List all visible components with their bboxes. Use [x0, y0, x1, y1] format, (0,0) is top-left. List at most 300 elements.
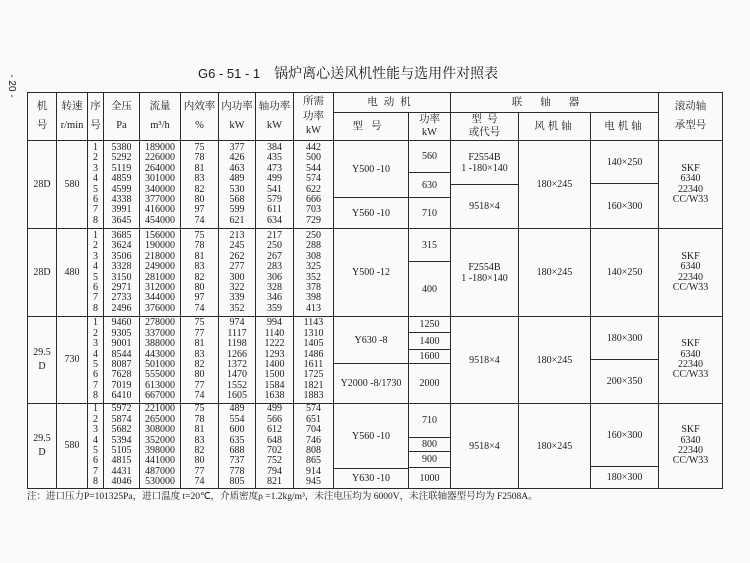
- header-line: Pa: [116, 120, 127, 132]
- bearing-box: [659, 229, 722, 316]
- bearing-value: CC/W33: [672, 193, 709, 205]
- header-line: 全压: [111, 100, 132, 112]
- internal-power-value: 621: [229, 214, 245, 226]
- flow-value: 501000: [145, 359, 175, 370]
- internal-power-value: 489: [229, 403, 245, 415]
- header-line: 轴功率: [258, 100, 291, 112]
- required-power-value: 1883: [303, 390, 324, 402]
- internal-efficiency-box: [181, 141, 218, 228]
- internal-efficiency-value: 74: [194, 214, 205, 226]
- motor-model-value: Y560 -10: [351, 430, 391, 442]
- header-serial: [88, 93, 104, 141]
- motor-shaft-subcell: [591, 466, 658, 488]
- title-model: G6 - 51 - 1: [198, 66, 261, 81]
- shaft-power-value: 794: [267, 465, 282, 477]
- header-motor: [334, 93, 451, 113]
- motor-power-value: 800: [422, 439, 437, 450]
- serial-value: 6: [93, 455, 98, 467]
- bearing-value: 6340: [680, 348, 701, 360]
- machine-no-cell: [28, 141, 57, 229]
- flow-value: 416000: [145, 204, 175, 216]
- serial-box: [88, 317, 103, 403]
- coupling-model-subcell: [451, 229, 518, 316]
- total-pressure-value: 8087: [111, 359, 132, 370]
- motor-model-value: Y560 -10: [351, 207, 391, 219]
- header-required-power: [294, 93, 334, 141]
- motor-shaft-subcell: [591, 359, 658, 403]
- required-power-value: 746: [306, 434, 321, 446]
- motor-shaft-subcell: [591, 404, 658, 466]
- header-flow: [140, 93, 181, 141]
- internal-efficiency-value: 83: [194, 434, 205, 446]
- coupling-model-subcell: [451, 317, 518, 403]
- speed-value: 580: [64, 440, 80, 451]
- internal-power-value: 554: [229, 413, 245, 425]
- serial-value: 3: [93, 250, 98, 262]
- header-line: 号: [36, 120, 48, 132]
- bearing-cell: [659, 404, 723, 489]
- serial-value: 2: [93, 413, 98, 425]
- motor-power-subcell: [409, 141, 450, 172]
- total-pressure-value: 3624: [111, 240, 132, 252]
- header-internal-efficiency: [181, 93, 219, 141]
- header-line: kW: [421, 127, 438, 138]
- serial-value: 2: [93, 240, 98, 252]
- motor-power-value: 630: [422, 179, 437, 191]
- internal-power-value: 805: [229, 476, 245, 488]
- internal-efficiency-value: 80: [194, 455, 205, 467]
- coupling-model-box: [451, 317, 518, 403]
- header-line: 承型号: [674, 120, 707, 132]
- internal-efficiency-value: 82: [194, 271, 205, 283]
- machine-no: D: [38, 361, 46, 372]
- required-power-value: 729: [306, 214, 321, 226]
- motor-power-subcell: [409, 229, 450, 261]
- header-line: 转速: [61, 100, 83, 112]
- performance-table: [27, 92, 723, 489]
- motor-shaft-value: 160×300: [606, 429, 643, 441]
- motor-shaft-box: [591, 229, 658, 316]
- serial-box: [88, 404, 103, 488]
- serial-value: 4: [93, 434, 98, 446]
- bearing-value: 22340: [678, 359, 704, 370]
- internal-efficiency-value: 74: [194, 476, 205, 488]
- flow-value: 308000: [145, 424, 175, 436]
- header-line: m³/h: [150, 120, 170, 132]
- header-line: 内功率: [221, 100, 253, 112]
- flow-value: 249000: [145, 261, 175, 273]
- total-pressure-value: 3991: [111, 204, 132, 216]
- serial-value: 8: [93, 390, 98, 402]
- machine-no: 28D: [33, 178, 51, 190]
- internal-power-value: 213: [229, 229, 245, 241]
- speed-cell: [57, 141, 88, 229]
- header-motor-power: [409, 113, 451, 141]
- coupling-model-value: 9518×4: [469, 354, 500, 366]
- fan-shaft-box: [519, 317, 590, 403]
- serial-value: 6: [93, 193, 98, 205]
- motor-model-box: [334, 404, 408, 488]
- internal-power-value: 688: [229, 445, 245, 456]
- motor-power-box: [409, 141, 450, 228]
- motor-power-subcell: [409, 261, 450, 316]
- flow-value: 312000: [145, 281, 175, 293]
- motor-model-cell: [334, 229, 409, 317]
- internal-power-value: 1605: [227, 390, 247, 402]
- motor-shaft-value: 160×300: [606, 200, 643, 212]
- total-pressure-value: 3506: [111, 250, 132, 262]
- bearing-box: [659, 317, 722, 403]
- shaft-power-cell: [256, 404, 294, 489]
- bearing-value: SKF: [681, 162, 700, 174]
- total-pressure-value: 4815: [111, 455, 132, 467]
- flow-value: 398000: [145, 445, 175, 456]
- motor-shaft-value: 200×350: [606, 376, 643, 387]
- shaft-power-value: 1400: [264, 359, 285, 370]
- header-machine-no: [28, 93, 57, 141]
- table-body: [28, 141, 723, 489]
- required-power-value: 500: [306, 152, 321, 164]
- total-pressure-value: 6410: [111, 390, 132, 402]
- internal-power-value: 322: [229, 281, 245, 293]
- speed-value: 730: [64, 354, 80, 365]
- required-power-cell: [294, 317, 334, 404]
- coupling-model-value: F2554B: [468, 261, 501, 273]
- header-coupling-model: [451, 113, 519, 141]
- flow-value: 377000: [145, 193, 175, 205]
- required-power-box: [294, 141, 333, 228]
- coupling-model-cell: [451, 404, 519, 489]
- flow-value: 264000: [145, 162, 175, 174]
- internal-power-box: [219, 141, 255, 228]
- internal-efficiency-value: 74: [194, 302, 205, 314]
- header-line: 机: [36, 100, 48, 112]
- shaft-power-value: 1222: [264, 338, 285, 350]
- shaft-power-value: 384: [267, 141, 282, 153]
- header-line: 型 号: [471, 114, 498, 125]
- machine-no-cell: [28, 229, 57, 317]
- total-pressure-value: 5292: [111, 152, 132, 164]
- total-pressure-cell: [104, 141, 140, 229]
- motor-power-subcell: [409, 197, 450, 228]
- table-group-row: [28, 229, 723, 317]
- header-line: 风机轴: [534, 120, 575, 132]
- serial-value: 5: [93, 183, 98, 195]
- internal-power-value: 635: [229, 434, 245, 446]
- serial-value: 7: [93, 379, 98, 391]
- motor-model-subcell: [334, 229, 408, 316]
- internal-power-value: 1372: [227, 359, 247, 370]
- coupling-model-box: [451, 229, 518, 316]
- page-title: [198, 64, 538, 84]
- bearing-box: [659, 404, 722, 488]
- total-pressure-value: 3150: [111, 271, 132, 283]
- total-pressure-value: 2733: [111, 292, 132, 304]
- required-power-value: 413: [306, 302, 321, 314]
- shaft-power-value: 267: [267, 250, 282, 262]
- machine-no: D: [38, 447, 46, 458]
- internal-efficiency-value: 82: [194, 183, 205, 195]
- internal-power-value: 277: [229, 261, 245, 273]
- internal-efficiency-value: 75: [194, 403, 205, 415]
- serial-value: 6: [93, 281, 98, 293]
- machine-no-box: [28, 317, 56, 403]
- motor-shaft-cell: [591, 404, 659, 489]
- required-power-value: 250: [306, 229, 321, 241]
- internal-efficiency-value: 75: [194, 141, 205, 153]
- serial-cell: [88, 317, 104, 404]
- motor-model-cell: [334, 317, 409, 404]
- motor-power-value: 560: [422, 151, 437, 162]
- total-pressure-value: 4431: [111, 465, 132, 477]
- required-power-cell: [294, 404, 334, 489]
- coupling-model-cell: [451, 229, 519, 317]
- machine-no-cell: [28, 317, 57, 404]
- bearing-value: 6340: [680, 434, 701, 446]
- flow-value: 337000: [145, 327, 175, 339]
- bearing-value: SKF: [681, 338, 700, 350]
- shaft-power-value: 1638: [264, 390, 285, 402]
- serial-value: 1: [93, 403, 98, 415]
- shaft-power-value: 612: [267, 424, 282, 436]
- motor-power-cell: [409, 317, 451, 404]
- required-power-value: 622: [306, 183, 321, 195]
- motor-power-value: 1400: [419, 335, 440, 347]
- total-pressure-value: 2496: [111, 302, 132, 314]
- total-pressure-value: 2971: [111, 281, 132, 293]
- internal-power-cell: [219, 141, 256, 229]
- coupling-model-value: 1 -180×140: [461, 272, 508, 284]
- header-line: 功率: [419, 114, 440, 125]
- motor-power-value: 315: [422, 239, 437, 251]
- total-pressure-value: 4046: [111, 476, 132, 488]
- speed-cell: [57, 229, 88, 317]
- table-group-row: [28, 317, 723, 404]
- serial-value: 7: [93, 292, 98, 304]
- motor-power-cell: [409, 141, 451, 229]
- header-line: 滚动轴: [674, 100, 707, 112]
- total-pressure-value: 9460: [111, 317, 132, 329]
- required-power-value: 808: [306, 445, 321, 456]
- internal-power-value: 489: [229, 173, 245, 185]
- serial-value: 2: [93, 327, 98, 339]
- motor-shaft-cell: [591, 229, 659, 317]
- required-power-value: 1725: [303, 369, 324, 381]
- required-power-value: 398: [306, 292, 321, 304]
- coupling-model-subcell: [451, 184, 518, 228]
- shaft-power-cell: [256, 317, 294, 404]
- serial-value: 3: [93, 424, 98, 436]
- serial-value: 3: [93, 338, 98, 350]
- speed-value: 480: [64, 266, 80, 278]
- total-pressure-value: 4859: [111, 173, 132, 185]
- header-line: 内效率: [183, 100, 216, 112]
- motor-power-subcell: [409, 332, 450, 349]
- shaft-power-value: 435: [267, 152, 282, 164]
- header-internal-power: [219, 93, 256, 141]
- shaft-power-box: [256, 229, 293, 316]
- internal-efficiency-value: 97: [194, 292, 205, 304]
- total-pressure-value: 9001: [111, 338, 132, 350]
- header-line: kW: [266, 120, 283, 132]
- bearing-cell: [659, 317, 723, 404]
- bearing-value: SKF: [681, 250, 700, 262]
- internal-power-value: 300: [229, 271, 245, 283]
- flow-cell: [140, 141, 181, 229]
- flow-value: 226000: [145, 152, 175, 164]
- motor-model-box: [334, 229, 408, 316]
- shaft-power-value: 499: [267, 403, 282, 415]
- total-pressure-value: 5105: [111, 445, 132, 456]
- shaft-power-value: 1140: [264, 327, 285, 339]
- bearing-cell: [659, 141, 723, 229]
- shaft-power-value: 1293: [264, 348, 285, 360]
- header-motor-model: [334, 113, 409, 141]
- motor-power-subcell: [409, 404, 450, 437]
- serial-value: 4: [93, 173, 98, 185]
- flow-value: 221000: [145, 403, 175, 415]
- motor-model-cell: [334, 404, 409, 489]
- motor-power-value: 900: [422, 454, 437, 465]
- header-row: [28, 93, 723, 113]
- serial-value: 1: [93, 317, 98, 329]
- bearing-value: 6340: [680, 261, 701, 273]
- internal-power-value: 737: [229, 455, 245, 467]
- total-pressure-box: [104, 404, 139, 488]
- shaft-power-value: 994: [267, 317, 282, 329]
- speed-box: [57, 404, 87, 488]
- motor-power-value: 1000: [419, 472, 440, 484]
- internal-efficiency-cell: [181, 141, 219, 229]
- required-power-value: 574: [306, 173, 321, 185]
- header-line: 序: [90, 100, 101, 112]
- header-line: 号: [90, 120, 101, 132]
- speed-value: 580: [64, 178, 80, 190]
- serial-box: [88, 141, 103, 228]
- internal-power-cell: [219, 229, 256, 317]
- motor-power-subcell: [409, 349, 450, 363]
- fan-shaft-value: 180×245: [536, 267, 573, 278]
- motor-shaft-box: [591, 317, 658, 403]
- required-power-value: 574: [306, 403, 321, 415]
- motor-power-cell: [409, 404, 451, 489]
- serial-value: 5: [93, 359, 98, 370]
- total-pressure-cell: [104, 317, 140, 404]
- machine-no-box: [28, 141, 56, 228]
- header-line: 功率: [303, 110, 324, 122]
- internal-efficiency-value: 81: [194, 338, 205, 350]
- motor-power-box: [409, 229, 450, 316]
- required-power-box: [294, 229, 333, 316]
- internal-efficiency-value: 80: [194, 281, 205, 293]
- motor-model-subcell: [334, 468, 408, 488]
- flow-cell: [140, 317, 181, 404]
- coupling-model-cell: [451, 141, 519, 229]
- coupling-model-value: 1 -180×140: [461, 162, 508, 174]
- motor-power-box: [409, 404, 450, 488]
- flow-value: 454000: [145, 214, 175, 226]
- total-pressure-value: 3645: [111, 214, 132, 226]
- internal-power-value: 262: [229, 250, 245, 262]
- header-line: 电机轴: [604, 120, 645, 132]
- required-power-value: 1405: [303, 338, 324, 350]
- bearing-value: CC/W33: [672, 455, 709, 467]
- total-pressure-value: 7019: [111, 379, 132, 391]
- fan-shaft-cell: [519, 141, 591, 229]
- motor-shaft-box: [591, 141, 658, 228]
- motor-shaft-subcell: [591, 183, 658, 228]
- serial-cell: [88, 404, 104, 489]
- machine-no-box: [28, 404, 56, 488]
- shaft-power-value: 473: [267, 162, 282, 174]
- internal-efficiency-value: 77: [194, 379, 205, 391]
- internal-power-value: 1266: [227, 348, 247, 360]
- serial-value: 6: [93, 369, 98, 381]
- fan-shaft-box: [519, 404, 590, 488]
- serial-value: 5: [93, 445, 98, 456]
- serial-value: 7: [93, 465, 98, 477]
- required-power-value: 704: [306, 424, 321, 436]
- flow-value: 265000: [145, 413, 175, 425]
- required-power-box: [294, 317, 333, 403]
- header-line: 联轴器: [511, 96, 598, 108]
- internal-power-value: 568: [229, 193, 245, 205]
- internal-power-value: 1117: [227, 327, 247, 339]
- required-power-value: 325: [306, 261, 321, 273]
- fan-shaft-box: [519, 229, 590, 316]
- motor-shaft-value: 140×250: [606, 156, 643, 168]
- total-pressure-value: 4338: [111, 193, 132, 205]
- flow-value: 189000: [145, 141, 175, 153]
- required-power-value: 544: [306, 162, 321, 174]
- coupling-model-box: [451, 141, 518, 228]
- internal-efficiency-cell: [181, 404, 219, 489]
- bearing-value: SKF: [681, 424, 700, 436]
- header-line: 或代号: [468, 127, 501, 138]
- bearing-value: 22340: [678, 445, 704, 456]
- internal-power-value: 1552: [227, 379, 247, 391]
- motor-shaft-cell: [591, 141, 659, 229]
- machine-no: 29.5: [33, 433, 51, 444]
- total-pressure-value: 4599: [111, 183, 132, 195]
- flow-value: 344000: [145, 292, 175, 304]
- internal-power-value: 778: [229, 465, 245, 477]
- fan-shaft-value: 180×245: [536, 179, 573, 190]
- flow-cell: [140, 404, 181, 489]
- internal-efficiency-cell: [181, 229, 219, 317]
- coupling-model-value: 9518×4: [469, 440, 500, 452]
- total-pressure-cell: [104, 404, 140, 489]
- required-power-value: 666: [306, 193, 321, 205]
- motor-power-value: 2000: [419, 378, 440, 389]
- internal-power-value: 1470: [227, 369, 247, 381]
- internal-efficiency-value: 83: [194, 173, 205, 185]
- total-pressure-cell: [104, 229, 140, 317]
- required-power-value: 352: [306, 271, 321, 283]
- required-power-value: 1611: [303, 359, 324, 370]
- header-line: %: [195, 120, 204, 132]
- internal-efficiency-box: [181, 404, 218, 488]
- serial-value: 8: [93, 302, 98, 314]
- header-motor-shaft: [591, 113, 659, 141]
- shaft-power-value: 634: [267, 214, 282, 226]
- internal-efficiency-value: 83: [194, 348, 205, 360]
- required-power-value: 914: [306, 465, 321, 477]
- fan-shaft-value: 180×245: [536, 354, 573, 366]
- motor-model-cell: [334, 141, 409, 229]
- serial-value: 8: [93, 476, 98, 488]
- total-pressure-value: 8544: [111, 348, 132, 360]
